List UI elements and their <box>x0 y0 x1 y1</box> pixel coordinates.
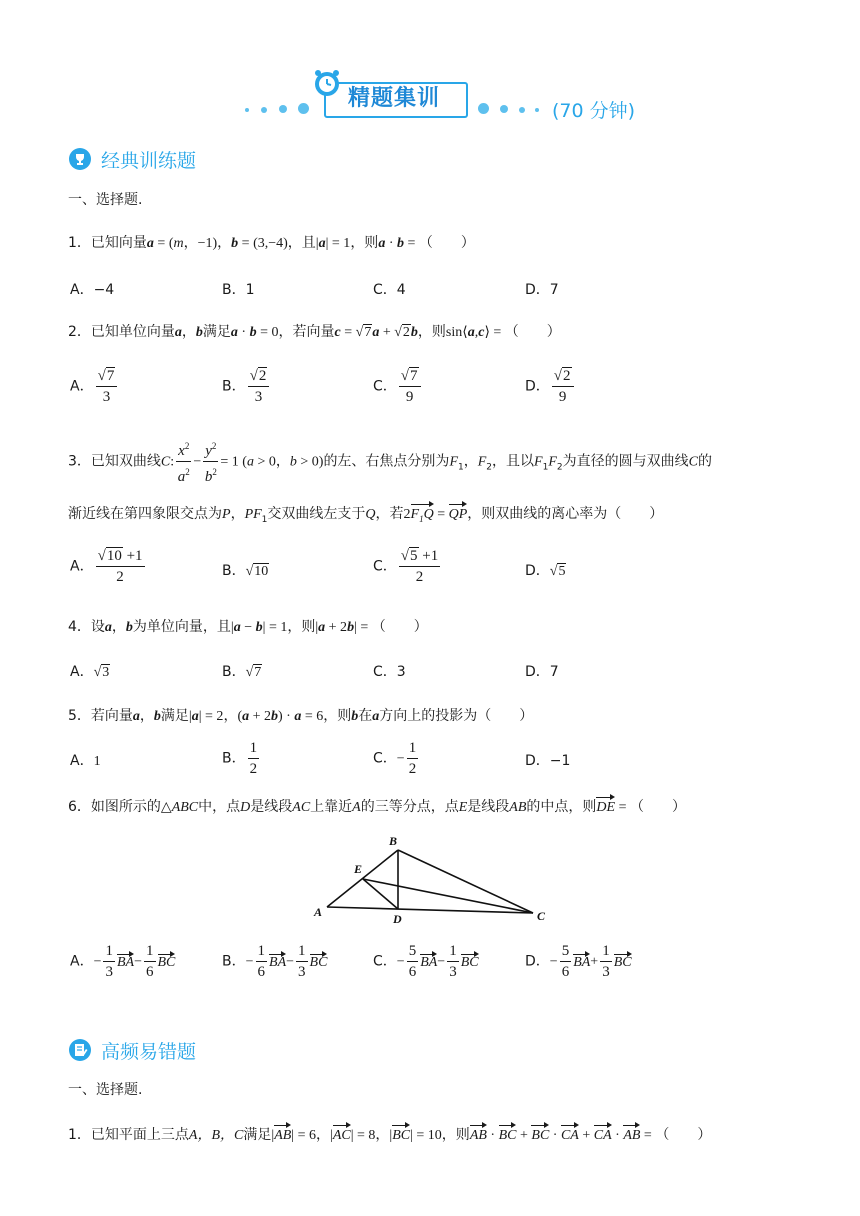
question-4: 4．设a，b为单位向量，且|a − b| = 1，则|a + 2b| = （ ） <box>68 619 428 635</box>
segment-ed <box>363 879 398 909</box>
question-3-line-1: 3．已知双曲线C: $\frac{x^2}{a^2}$ − $\frac{y^2}{b^2}$ = 1 (a > 0，b > 0)的左、右焦点分别为$F_1$，$F_2$，且以$F_1F_2$为直径的圆与双曲线C的 <box>68 436 712 489</box>
q6-option-b[interactable]: B．− $\frac{1}{6}$ BA− $\frac{1}{3}$ BC <box>222 943 328 980</box>
q4-option-a[interactable]: A．√3 <box>70 664 110 680</box>
q3-option-a[interactable]: A． $\frac{√10 +1}{2}$ <box>70 548 143 585</box>
decor-dot <box>535 108 539 112</box>
q5-option-c[interactable]: C．− $\frac{1}{2}$ <box>373 740 417 777</box>
q3-option-d[interactable]: D．√5 <box>525 563 566 579</box>
decor-dot <box>500 105 508 113</box>
trophy-icon <box>68 147 92 171</box>
question-2-1: 1．已知平面上三点A，B，C满足|AB| = 6，|AC| = 8，|BC| = 10，则AB · BC + BC · CA + CA · AB = （ ） <box>68 1124 711 1146</box>
question-5: 5．若向量a，b满足|a| = 2，(a + 2b) · a = 6，则b在a方向上的投影为（ ） <box>68 708 534 724</box>
question-3-line-2: 渐近线在第四象限交点为P，$PF_1$交双曲线左支于Q，若$2F_1Q$ = QP，则双曲线的离心率为（ ） <box>68 503 663 530</box>
decor-dot <box>478 103 489 114</box>
q5-option-b[interactable]: B． $\frac{1}{2}$ <box>222 740 258 777</box>
label-d: D <box>393 912 402 926</box>
section-title-classic: 经典训练题 <box>101 150 197 172</box>
decor-dot <box>519 107 525 113</box>
q6-option-a[interactable]: A．− $\frac{1}{3}$ BA− $\frac{1}{6}$ BC <box>70 943 176 980</box>
label-b: B <box>389 834 398 848</box>
q4-option-d[interactable]: D．7 <box>525 664 559 680</box>
q6-option-c[interactable]: C．− $\frac{5}{6}$ BA− $\frac{1}{3}$ BC <box>373 943 479 980</box>
q5-option-a[interactable]: A．1 <box>70 753 101 769</box>
q1-option-d[interactable]: D．7 <box>525 282 559 298</box>
q2-option-a[interactable]: A． $\frac{√7}{3}$ <box>70 366 119 407</box>
segment-ac <box>327 907 533 913</box>
label-c: C <box>537 909 546 923</box>
part-label: 一、选择题. <box>68 192 143 208</box>
q4-option-c[interactable]: C．3 <box>373 664 406 680</box>
part-label: 一、选择题. <box>68 1082 143 1098</box>
q4-option-b[interactable]: B．√7 <box>222 664 262 680</box>
q2-option-c[interactable]: C． $\frac{√7}{9}$ <box>373 366 423 407</box>
q6-option-d[interactable]: D．− $\frac{5}{6}$ BA+ $\frac{1}{3}$ BC <box>525 943 632 980</box>
question-6: 6．如图所示的△ABC中，点D是线段AC上靠近A的三等分点，点E是线段AB的中点，则DE = （ ） <box>68 796 686 818</box>
q1-option-c[interactable]: C．4 <box>373 282 406 298</box>
header-title: 精题集训 <box>347 86 440 111</box>
label-a: A <box>314 905 323 919</box>
question-1: 1．已知向量a = (m，−1)，b = (3,−4)，且|a| = 1，则a · b = （ ） <box>68 235 475 251</box>
decor-dot <box>298 103 309 114</box>
q5-option-d[interactable]: D．−1 <box>525 753 571 769</box>
q2-option-d[interactable]: D． $\frac{√2}{9}$ <box>525 366 576 407</box>
question-2: 2．已知单位向量a，b满足a · b = 0，若向量c = √7a + √2b，则sin⟨a,c⟩ = （ ） <box>68 324 561 340</box>
segment-bc <box>398 850 533 913</box>
section-title-error-prone: 高频易错题 <box>101 1041 197 1063</box>
decor-dot <box>279 105 287 113</box>
q1-option-b[interactable]: B．1 <box>222 282 255 298</box>
q1-option-a[interactable]: A．−4 <box>70 282 115 298</box>
decor-dot <box>245 108 249 112</box>
triangle-figure <box>310 828 560 928</box>
q3-option-b[interactable]: B．√10 <box>222 563 269 579</box>
q3-option-c[interactable]: C． $\frac{√5 +1}{2}$ <box>373 548 439 585</box>
pencil-note-icon <box>68 1038 92 1062</box>
duration-label: (70 分钟) <box>552 100 636 122</box>
segment-ec <box>363 879 533 913</box>
decor-dot <box>261 107 267 113</box>
alarm-clock-icon <box>312 68 342 98</box>
q2-option-b[interactable]: B． $\frac{√2}{3}$ <box>222 366 271 407</box>
label-e: E <box>354 862 363 876</box>
segment-ab <box>327 850 398 907</box>
